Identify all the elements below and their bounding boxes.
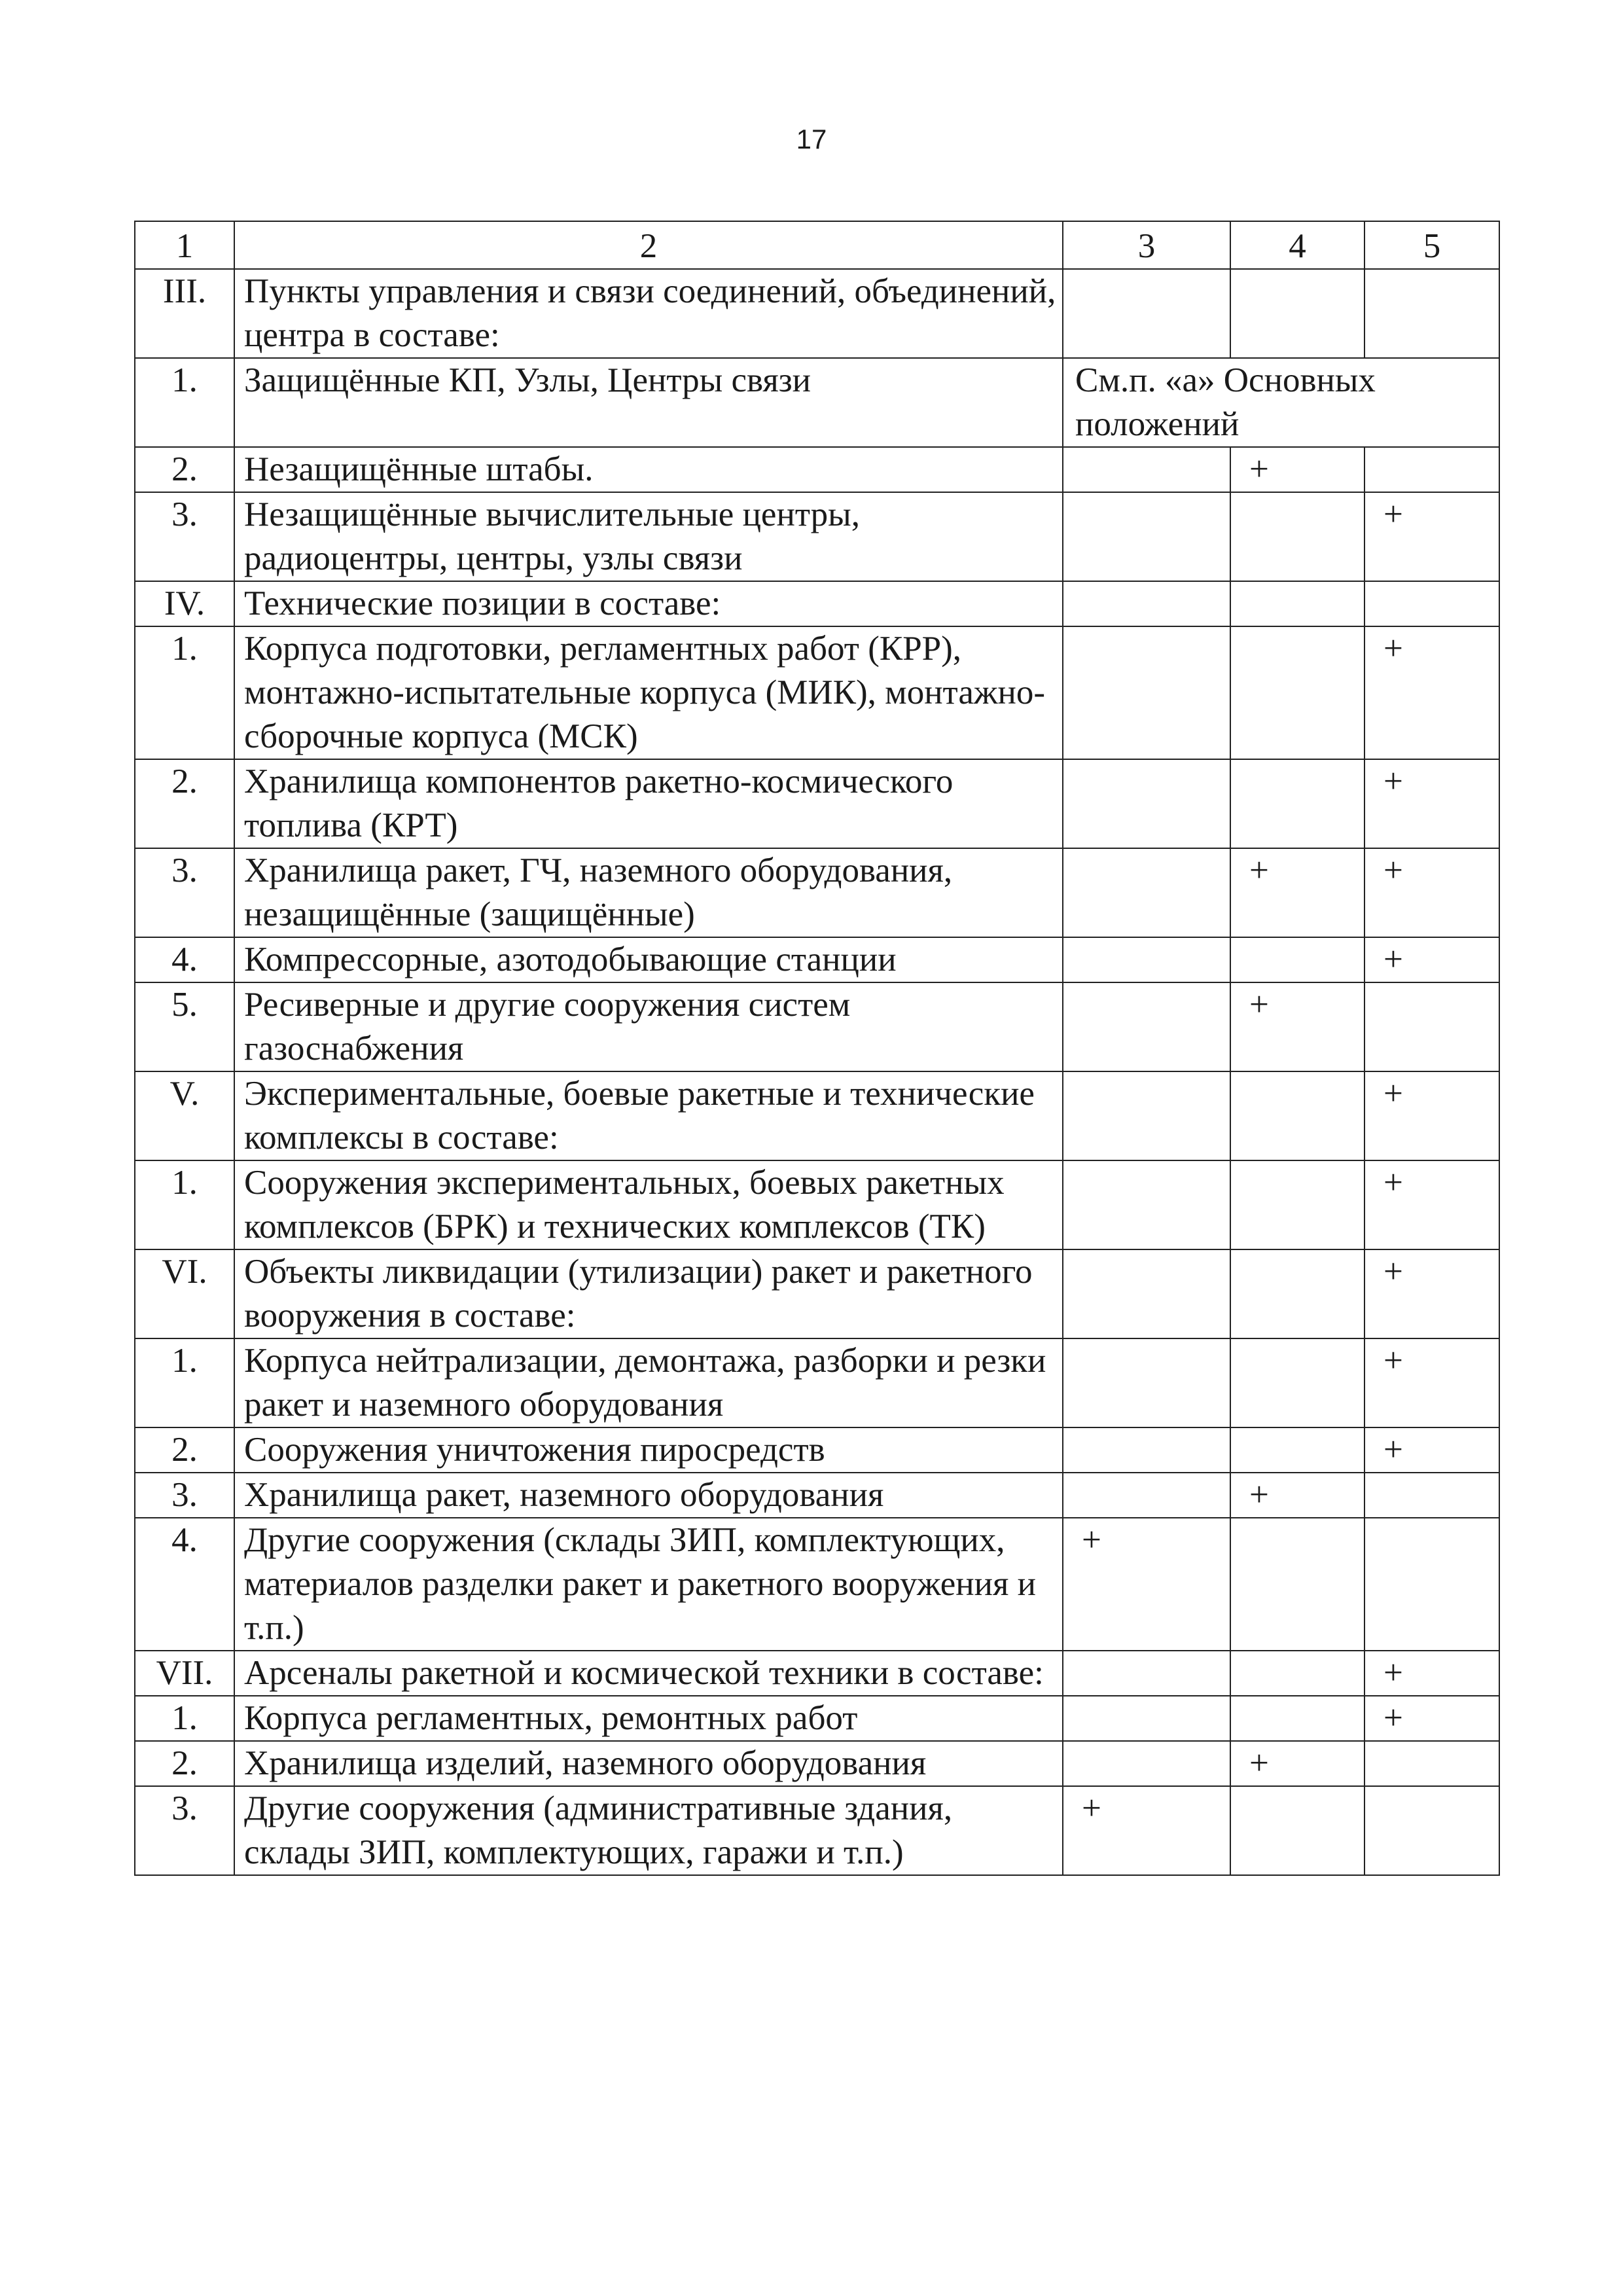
row-description: Незащищённые штабы.	[234, 447, 1063, 492]
row-number: 1.	[135, 358, 234, 447]
row-number: VI.	[135, 1249, 234, 1338]
mark-cell-col-4	[1230, 1338, 1364, 1427]
table-row	[135, 358, 1499, 447]
row-description: Хранилища ракет, ГЧ, наземного оборудования, незащищённые (защищённые)	[234, 848, 1063, 937]
mark-cell-col-4	[1230, 1518, 1364, 1651]
mark-cell-col-3	[1063, 1741, 1230, 1786]
mark-cell-col-4	[1230, 1071, 1364, 1160]
mark-cell-col-5: +	[1364, 1696, 1499, 1741]
table-row	[135, 1338, 1499, 1427]
mark-cell-col-5	[1364, 1741, 1499, 1786]
mark-cell-col-3	[1063, 1473, 1230, 1518]
mark-cell-col-4: +	[1230, 1473, 1364, 1518]
table-row	[135, 447, 1499, 492]
mark-cell-col-3	[1063, 759, 1230, 848]
header-col-5: 5	[1364, 221, 1499, 269]
mark-cell-col-4	[1230, 1160, 1364, 1249]
mark-cell-col-5	[1364, 269, 1499, 358]
mark-cell-col-5	[1364, 1518, 1499, 1651]
mark-cell-col-5: +	[1364, 937, 1499, 982]
row-description: Технические позиции в составе:	[234, 581, 1063, 626]
mark-cell-col-3	[1063, 1696, 1230, 1741]
row-number: 2.	[135, 447, 234, 492]
row-description: Защищённые КП, Узлы, Центры связи	[234, 358, 1063, 447]
row-number: 1.	[135, 626, 234, 759]
mark-cell-col-3	[1063, 1249, 1230, 1338]
mark-cell-col-5: +	[1364, 1160, 1499, 1249]
mark-cell-col-3	[1063, 1071, 1230, 1160]
mark-cell-col-5: +	[1364, 1651, 1499, 1696]
table-row	[135, 848, 1499, 937]
table-row	[135, 581, 1499, 626]
table-row	[135, 1518, 1499, 1651]
row-number: 1.	[135, 1696, 234, 1741]
mark-cell-col-5: +	[1364, 848, 1499, 937]
row-description: Арсеналы ракетной и космической техники в составе:	[234, 1651, 1063, 1696]
table-row	[135, 492, 1499, 581]
mark-cell-col-5	[1364, 581, 1499, 626]
row-number: VII.	[135, 1651, 234, 1696]
mark-cell-col-4	[1230, 1651, 1364, 1696]
mark-cell-col-5	[1364, 1786, 1499, 1875]
mark-cell-col-5: +	[1364, 759, 1499, 848]
table-row	[135, 937, 1499, 982]
row-description: Корпуса регламентных, ремонтных работ	[234, 1696, 1063, 1741]
row-number: IV.	[135, 581, 234, 626]
row-number: 3.	[135, 1786, 234, 1875]
merged-reference-cell: См.п. «а» Основных положений	[1063, 358, 1499, 447]
row-number: 4.	[135, 937, 234, 982]
row-number: 2.	[135, 1427, 234, 1473]
mark-cell-col-3	[1063, 492, 1230, 581]
table-row	[135, 1786, 1499, 1875]
row-number: 5.	[135, 982, 234, 1071]
mark-cell-col-4	[1230, 492, 1364, 581]
mark-cell-col-4	[1230, 759, 1364, 848]
mark-cell-col-4	[1230, 581, 1364, 626]
row-number: 1.	[135, 1338, 234, 1427]
mark-cell-col-5	[1364, 447, 1499, 492]
requirements-table	[134, 221, 1500, 1876]
table-row	[135, 1427, 1499, 1473]
mark-cell-col-4	[1230, 937, 1364, 982]
row-description: Хранилища ракет, наземного оборудования	[234, 1473, 1063, 1518]
mark-cell-col-5: +	[1364, 1249, 1499, 1338]
row-number: 3.	[135, 1473, 234, 1518]
table-row	[135, 759, 1499, 848]
row-description: Ресиверные и другие сооружения систем газоснабжения	[234, 982, 1063, 1071]
mark-cell-col-4	[1230, 1696, 1364, 1741]
mark-cell-col-4	[1230, 1427, 1364, 1473]
mark-cell-col-5: +	[1364, 1071, 1499, 1160]
row-description: Незащищённые вычислительные центры, радиоцентры, центры, узлы связи	[234, 492, 1063, 581]
mark-cell-col-3: +	[1063, 1518, 1230, 1651]
row-description: Объекты ликвидации (утилизации) ракет и ракетного вооружения в составе:	[234, 1249, 1063, 1338]
table-row	[135, 1473, 1499, 1518]
mark-cell-col-5: +	[1364, 626, 1499, 759]
mark-cell-col-3	[1063, 848, 1230, 937]
row-description: Корпуса подготовки, регламентных работ (КРР), монтажно-испытательные корпуса (МИК), монтажно-сборочные корпуса (МСК)	[234, 626, 1063, 759]
mark-cell-col-5: +	[1364, 1427, 1499, 1473]
mark-cell-col-3	[1063, 581, 1230, 626]
page-number: 17	[796, 124, 827, 154]
mark-cell-col-4: +	[1230, 1741, 1364, 1786]
mark-cell-col-3: +	[1063, 1786, 1230, 1875]
mark-cell-col-3	[1063, 269, 1230, 358]
header-col-3: 3	[1063, 221, 1230, 269]
table-row	[135, 982, 1499, 1071]
mark-cell-col-5	[1364, 1473, 1499, 1518]
table-row	[135, 1696, 1499, 1741]
table-row	[135, 1071, 1499, 1160]
row-description: Экспериментальные, боевые ракетные и технические комплексы в составе:	[234, 1071, 1063, 1160]
header-col-1: 1	[135, 221, 234, 269]
table-row	[135, 1249, 1499, 1338]
row-number: 4.	[135, 1518, 234, 1651]
row-description: Сооружения экспериментальных, боевых ракетных комплексов (БРК) и технических комплексов (ТК)	[234, 1160, 1063, 1249]
mark-cell-col-3	[1063, 937, 1230, 982]
table-row	[135, 626, 1499, 759]
mark-cell-col-5: +	[1364, 1338, 1499, 1427]
mark-cell-col-5	[1364, 982, 1499, 1071]
row-description: Другие сооружения (склады ЗИП, комплектующих, материалов разделки ракет и ракетного вооружения и т.п.)	[234, 1518, 1063, 1651]
mark-cell-col-5: +	[1364, 492, 1499, 581]
table-row	[135, 1160, 1499, 1249]
mark-cell-col-4: +	[1230, 447, 1364, 492]
mark-cell-col-4: +	[1230, 982, 1364, 1071]
header-col-2: 2	[234, 221, 1063, 269]
row-number: III.	[135, 269, 234, 358]
row-description: Компрессорные, азотодобывающие станции	[234, 937, 1063, 982]
mark-cell-col-3	[1063, 1338, 1230, 1427]
row-number: 2.	[135, 1741, 234, 1786]
mark-cell-col-4	[1230, 1249, 1364, 1338]
table-row	[135, 1651, 1499, 1696]
row-description: Корпуса нейтрализации, демонтажа, разборки и резки ракет и наземного оборудования	[234, 1338, 1063, 1427]
mark-cell-col-4	[1230, 626, 1364, 759]
row-number: 3.	[135, 848, 234, 937]
row-description: Другие сооружения (административные здания, склады ЗИП, комплектующих, гаражи и т.п.)	[234, 1786, 1063, 1875]
table-row	[135, 269, 1499, 358]
row-description: Пункты управления и связи соединений, объединений, центра в составе:	[234, 269, 1063, 358]
table-header-row	[135, 221, 1499, 269]
mark-cell-col-4: +	[1230, 848, 1364, 937]
row-number: 3.	[135, 492, 234, 581]
row-number: 2.	[135, 759, 234, 848]
header-col-4: 4	[1230, 221, 1364, 269]
mark-cell-col-4	[1230, 269, 1364, 358]
row-number: 1.	[135, 1160, 234, 1249]
row-description: Хранилища компонентов ракетно-космического топлива (КРТ)	[234, 759, 1063, 848]
row-number: V.	[135, 1071, 234, 1160]
table-row	[135, 1741, 1499, 1786]
row-description: Хранилища изделий, наземного оборудования	[234, 1741, 1063, 1786]
mark-cell-col-3	[1063, 447, 1230, 492]
row-description: Сооружения уничтожения пиросредств	[234, 1427, 1063, 1473]
mark-cell-col-4	[1230, 1786, 1364, 1875]
mark-cell-col-3	[1063, 1427, 1230, 1473]
mark-cell-col-3	[1063, 1651, 1230, 1696]
mark-cell-col-3	[1063, 1160, 1230, 1249]
mark-cell-col-3	[1063, 626, 1230, 759]
mark-cell-col-3	[1063, 982, 1230, 1071]
